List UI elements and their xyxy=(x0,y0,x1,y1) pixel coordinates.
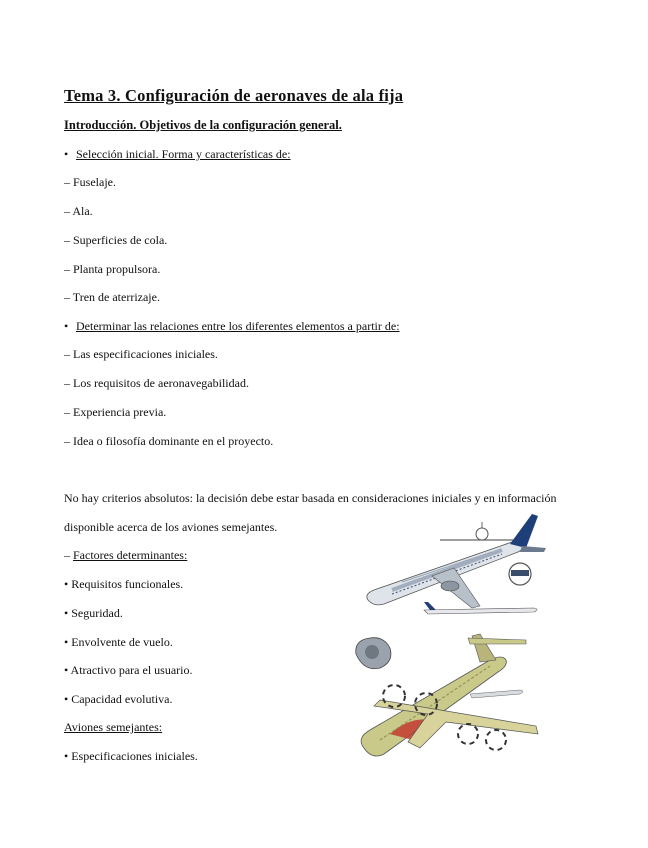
airliner-side-view-icon xyxy=(424,602,537,614)
airliner-wing-icon xyxy=(432,568,480,608)
list-item: • Envolvente de vuelo. xyxy=(64,635,173,649)
engine-detail-icon xyxy=(356,638,391,669)
list-item: – Superficies de cola. xyxy=(64,233,168,247)
intro-heading: Introducción. Objetivos de la configuración general. xyxy=(64,118,342,132)
dash: – xyxy=(64,548,70,562)
airliner-front-view-icon xyxy=(440,522,524,540)
list-item: – Las especificaciones iniciales. xyxy=(64,347,218,361)
airline-logo-icon xyxy=(509,563,531,585)
list-item: – Planta propulsora. xyxy=(64,262,161,276)
list-item: – Tren de aterrizaje. xyxy=(64,290,160,304)
page-title: Tema 3. Configuración de aeronaves de ala fija xyxy=(64,86,404,105)
list-item: – Los requisitos de aeronavegabilidad. xyxy=(64,376,249,390)
similar-heading: Aviones semejantes: xyxy=(64,720,163,734)
transport-side-view-icon xyxy=(470,690,523,698)
section1-heading: Selección inicial. Forma y características de: xyxy=(76,147,291,161)
list-item: – Idea o filosofía dominante en el proyecto. xyxy=(64,434,274,448)
bullet: • xyxy=(64,147,69,161)
list-item: – Ala. xyxy=(64,204,93,218)
section1-heading-row xyxy=(64,147,291,161)
airliner-cutaway-image xyxy=(362,512,552,624)
list-item: • Especificaciones iniciales. xyxy=(64,749,198,763)
paragraph-line: disponible acerca de los aviones semejantes. xyxy=(64,520,278,534)
paragraph-line: No hay criterios absolutos: la decisión debe estar basada en consideraciones iniciales y en información xyxy=(64,491,557,505)
list-item: – Fuselaje. xyxy=(64,175,116,189)
military-transport-cutaway-image xyxy=(350,630,550,768)
list-item: • Atractivo para el usuario. xyxy=(64,663,193,677)
factors-heading-row xyxy=(64,548,187,562)
section2-heading-row xyxy=(64,319,400,333)
bullet: • xyxy=(64,319,69,333)
factors-heading: Factores determinantes: xyxy=(73,548,188,562)
list-item: • Requisitos funcionales. xyxy=(64,577,184,591)
section2-heading: Determinar las relaciones entre los diferentes elementos a partir de: xyxy=(76,319,400,333)
list-item: • Capacidad evolutiva. xyxy=(64,692,173,706)
list-item: • Seguridad. xyxy=(64,606,123,620)
list-item: – Experiencia previa. xyxy=(64,405,167,419)
